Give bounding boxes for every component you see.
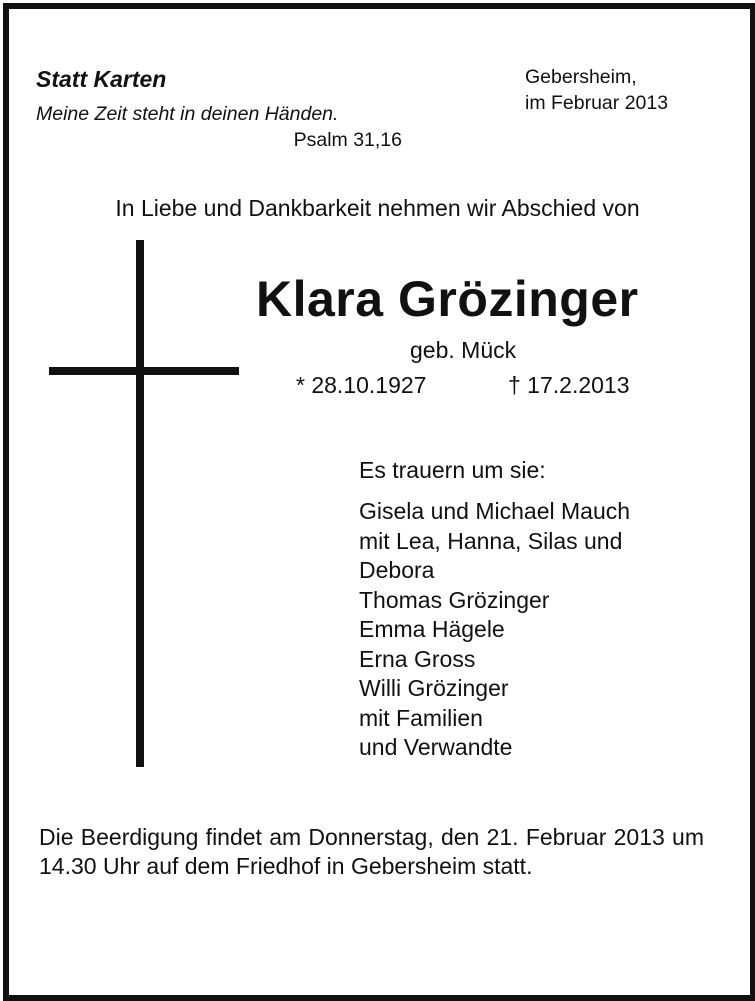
cross-vertical-bar bbox=[136, 240, 144, 767]
intro-text: In Liebe und Dankbarkeit nehmen wir Abschied von bbox=[115, 195, 640, 221]
motto-text: Meine Zeit steht in deinen Händen. bbox=[36, 103, 339, 125]
funeral-notice: Die Beerdigung findet am Donnerstag, den 21. Februar 2013 um 14.30 Uhr auf dem Friedhof in Gebersheim statt. bbox=[39, 824, 704, 879]
mourner-line: und Verwandte bbox=[359, 734, 513, 760]
cross-horizontal-bar bbox=[49, 367, 239, 375]
maiden-name: geb. Mück bbox=[410, 337, 517, 363]
statt-karten-label: Statt Karten bbox=[36, 66, 167, 92]
birth-date: * 28.10.1927 bbox=[296, 372, 427, 398]
mourners-heading: Es trauern um sie: bbox=[359, 457, 546, 483]
mourners-list bbox=[359, 497, 630, 763]
mourner-line: Erna Gross bbox=[359, 645, 476, 672]
mourner-line: Gisela und Michael Mauch bbox=[359, 498, 631, 524]
mourner-line: Thomas Grözinger bbox=[359, 586, 550, 613]
deceased-name: Klara Grözinger bbox=[256, 271, 639, 327]
mourner-line: Debora bbox=[359, 557, 435, 583]
notice-date: im Februar 2013 bbox=[525, 92, 669, 114]
place-text: Gebersheim, bbox=[525, 66, 637, 88]
psalm-reference: Psalm 31,16 bbox=[293, 129, 402, 151]
mourner-line: mit Familien bbox=[359, 704, 483, 731]
mourner-line: Emma Hägele bbox=[359, 616, 505, 642]
mourner-line: mit Lea, Hanna, Silas und bbox=[359, 527, 623, 554]
mourner-line: Willi Grözinger bbox=[359, 675, 509, 701]
death-date: † 17.2.2013 bbox=[508, 372, 630, 398]
